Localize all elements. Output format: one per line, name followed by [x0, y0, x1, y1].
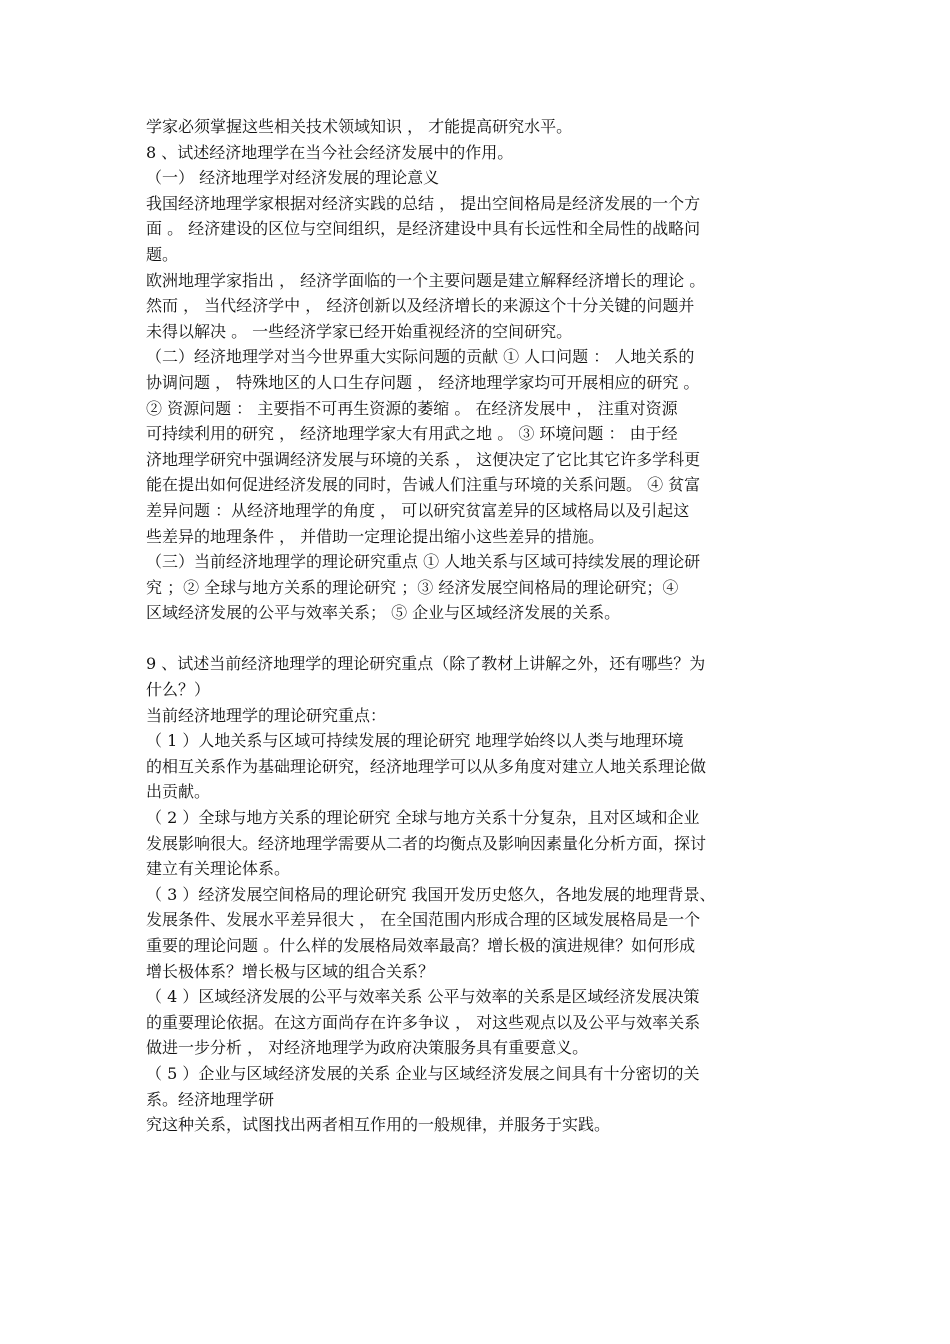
- text-line: 区域经济发展的公平与效率关系； ⑤ 企业与区域经济发展的关系。: [146, 603, 621, 623]
- text-line: 学家必须掌握这些相关技术领域知识 ， 才能提高研究水平。: [146, 117, 573, 136]
- blank-line: [146, 626, 810, 652]
- text-line: 我国经济地理学家根据对经济实践的总结 ， 提出空间格局是经济发展的一个方: [146, 193, 701, 213]
- text-line: 发展条件、发展水平差异很大 ， 在全国范围内形成合理的区域发展格局是一个: [146, 910, 701, 930]
- item-3-heading: （ 3 ）经济发展空间格局的理论研究 我国开发历史悠久，各地发展的地理背景、: [146, 884, 716, 904]
- text-line: 增长极体系？增长极与区域的组合关系？: [146, 961, 435, 981]
- text-line: 的重要理论依据。在这方面尚存在许多争议 ， 对这些观点以及公平与效率关系: [146, 1012, 701, 1032]
- text-line: 做进一步分析 ， 对经济地理学为政府决策服务具有重要意义。: [146, 1038, 589, 1058]
- text-line: 当前经济地理学的理论研究重点：: [146, 705, 387, 725]
- text-line: 什么？）: [146, 680, 211, 700]
- text-line: 的相互关系作为基础理论研究，经济地理学可以从多角度对建立人地关系理论做: [146, 756, 707, 776]
- text-line: 然而 ， 当代经济学中 ， 经济创新以及经济增长的来源这个十分关键的问题并: [146, 296, 695, 316]
- text-line: 题。: [146, 244, 179, 264]
- text-line: 出贡献。: [146, 782, 211, 802]
- text-line: 究这种关系，试图找出两者相互作用的一般规律，并服务于实践。: [146, 1115, 611, 1135]
- text-line: 些差异的地理条件 ， 并借助一定理论提出缩小这些差异的措施。: [146, 526, 605, 546]
- text-line: ② 资源问题 ： 主要指不可再生资源的萎缩 。 在经济发展中 ， 注重对资源: [146, 398, 678, 418]
- text-line: 重要的理论问题 。什么样的发展格局效率最高？增长极的演进规律？如何形成: [146, 936, 696, 955]
- question-8-heading: 8 、试述经济地理学在当今社会经济发展中的作用。: [146, 142, 514, 162]
- text-line: 系。经济地理学研: [146, 1089, 275, 1109]
- text-line: 济地理学研究中强调经济发展与环境的关系 ， 这便决定了它比其它许多学科更: [146, 449, 701, 469]
- text-line: 可持续利用的研究 ， 经济地理学家大有用武之地 。 ③ 环境问题 ： 由于经: [146, 424, 678, 444]
- section-heading-3: （三）当前经济地理学的理论研究重点 ① 人地关系与区域可持续发展的理论研: [146, 552, 701, 572]
- text-line: 未得以解决 。 一些经济学家已经开始重视经济的空间研究。: [146, 321, 573, 341]
- question-9-heading: 9 、试述当前经济地理学的理论研究重点（除了教材上讲解之外，还有哪些？为: [146, 654, 706, 674]
- document-body: [146, 114, 810, 1138]
- text-line: 能在提出如何促进经济发展的同时，告诫人们注重与环境的关系问题。 ④ 贫富: [146, 475, 701, 495]
- text-line: 差异问题 ：从经济地理学的角度 ， 可以研究贫富差异的区域格局以及引起这: [146, 500, 690, 520]
- text-line: 建立有关理论体系。: [146, 859, 291, 879]
- item-2-heading: （ 2 ）全球与地方关系的理论研究 全球与地方关系十分复杂，且对区域和企业: [146, 808, 700, 828]
- text-line: 发展影响很大。经济地理学需要从二者的均衡点及影响因素量化分析方面，探讨: [146, 833, 707, 853]
- item-1-heading: （ 1 ）人地关系与区域可持续发展的理论研究 地理学始终以人类与地理环境: [146, 731, 684, 751]
- item-4-heading: （ 4 ）区域经济发展的公平与效率关系 公平与效率的关系是区域经济发展决策: [146, 987, 700, 1007]
- section-heading-1: （一） 经济地理学对经济发展的理论意义: [146, 168, 440, 188]
- item-5-heading: （ 5 ）企业与区域经济发展的关系 企业与区域经济发展之间具有十分密切的关: [146, 1063, 700, 1083]
- text-line: 面 。 经济建设的区位与空间组织，是经济建设中具有长远性和全局性的战略问: [146, 219, 701, 239]
- section-heading-2: （二）经济地理学对当今世界重大实际问题的贡献 ① 人口问题 ： 人地关系的: [146, 347, 695, 367]
- text-line: 欧洲地理学家指出 ， 经济学面临的一个主要问题是建立解释经济增长的理论 。: [146, 270, 706, 290]
- text-line: 究 ；② 全球与地方关系的理论研究 ；③ 经济发展空间格局的理论研究；④: [146, 577, 679, 597]
- text-line: 协调问题 ， 特殊地区的人口生存问题 ， 经济地理学家均可开展相应的研究 。: [146, 372, 700, 392]
